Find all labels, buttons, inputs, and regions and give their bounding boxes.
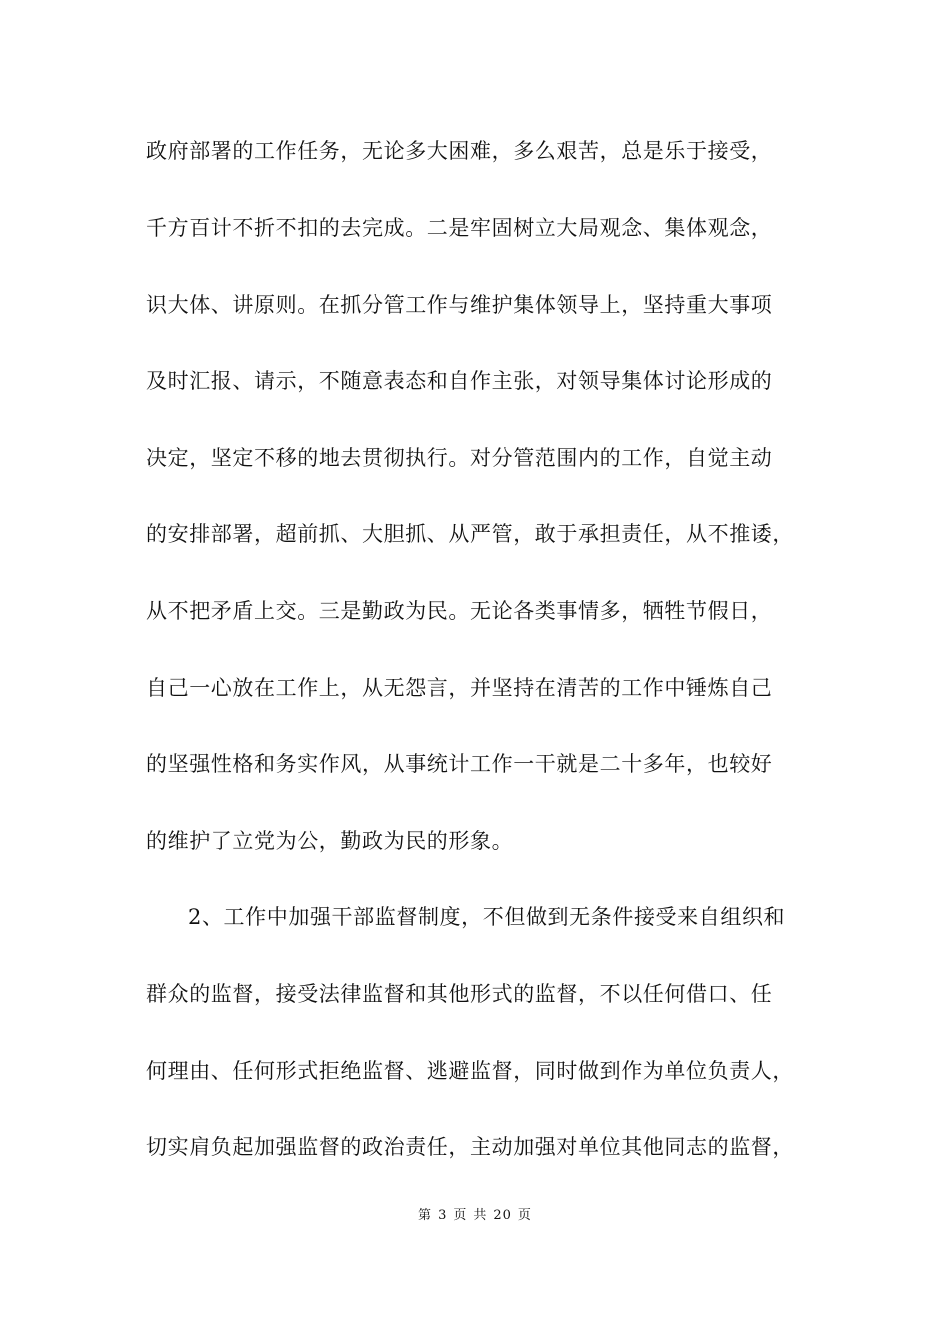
- current-page-number: 3: [438, 1208, 448, 1223]
- text-line: 何理由、任何形式拒绝监督、逃避监督，同时做到作为单位负责人，: [146, 1059, 794, 1083]
- footer-prefix: 第: [418, 1208, 433, 1223]
- footer-total-word: 共: [473, 1208, 488, 1223]
- text-line: 千方百计不折不扣的去完成。二是牢固树立大局观念、集体观念，: [146, 216, 773, 240]
- page-footer: [0, 1206, 950, 1226]
- text-line: 群众的监督，接受法律监督和其他形式的监督，不以任何借口、任: [146, 982, 773, 1006]
- text-line: 的安排部署，超前抓、大胆抓、从严管，敢于承担责任，从不推诿，: [146, 522, 794, 546]
- footer-page-word: 页: [453, 1208, 468, 1223]
- text-line: 的维护了立党为公，勤政为民的形象。: [146, 829, 514, 853]
- paragraph-start-line: 2、工作中加强干部监督制度，不但做到无条件接受来自组织和: [188, 905, 786, 929]
- text-line: 识大体、讲原则。在抓分管工作与维护集体领导上，坚持重大事项: [146, 293, 773, 317]
- text-line: 从不把矛盾上交。三是勤政为民。无论各类事情多，牺牲节假日，: [146, 599, 773, 623]
- text-line: 及时汇报、请示，不随意表态和自作主张，对领导集体讨论形成的: [146, 369, 773, 393]
- text-line: 的坚强性格和务实作风，从事统计工作一干就是二十多年，也较好: [146, 752, 773, 776]
- text-line: 决定，坚定不移的地去贯彻执行。对分管范围内的工作，自觉主动: [146, 446, 773, 470]
- text-line: 政府部署的工作任务，无论多大困难，多么艰苦，总是乐于接受，: [146, 139, 773, 163]
- text-line: 切实肩负起加强监督的政治责任，主动加强对单位其他同志的监督，: [146, 1135, 794, 1159]
- footer-suffix: 页: [517, 1208, 532, 1223]
- total-pages-number: 20: [493, 1208, 512, 1223]
- text-line: 自己一心放在工作上，从无怨言，并坚持在清苦的工作中锤炼自己: [146, 676, 773, 700]
